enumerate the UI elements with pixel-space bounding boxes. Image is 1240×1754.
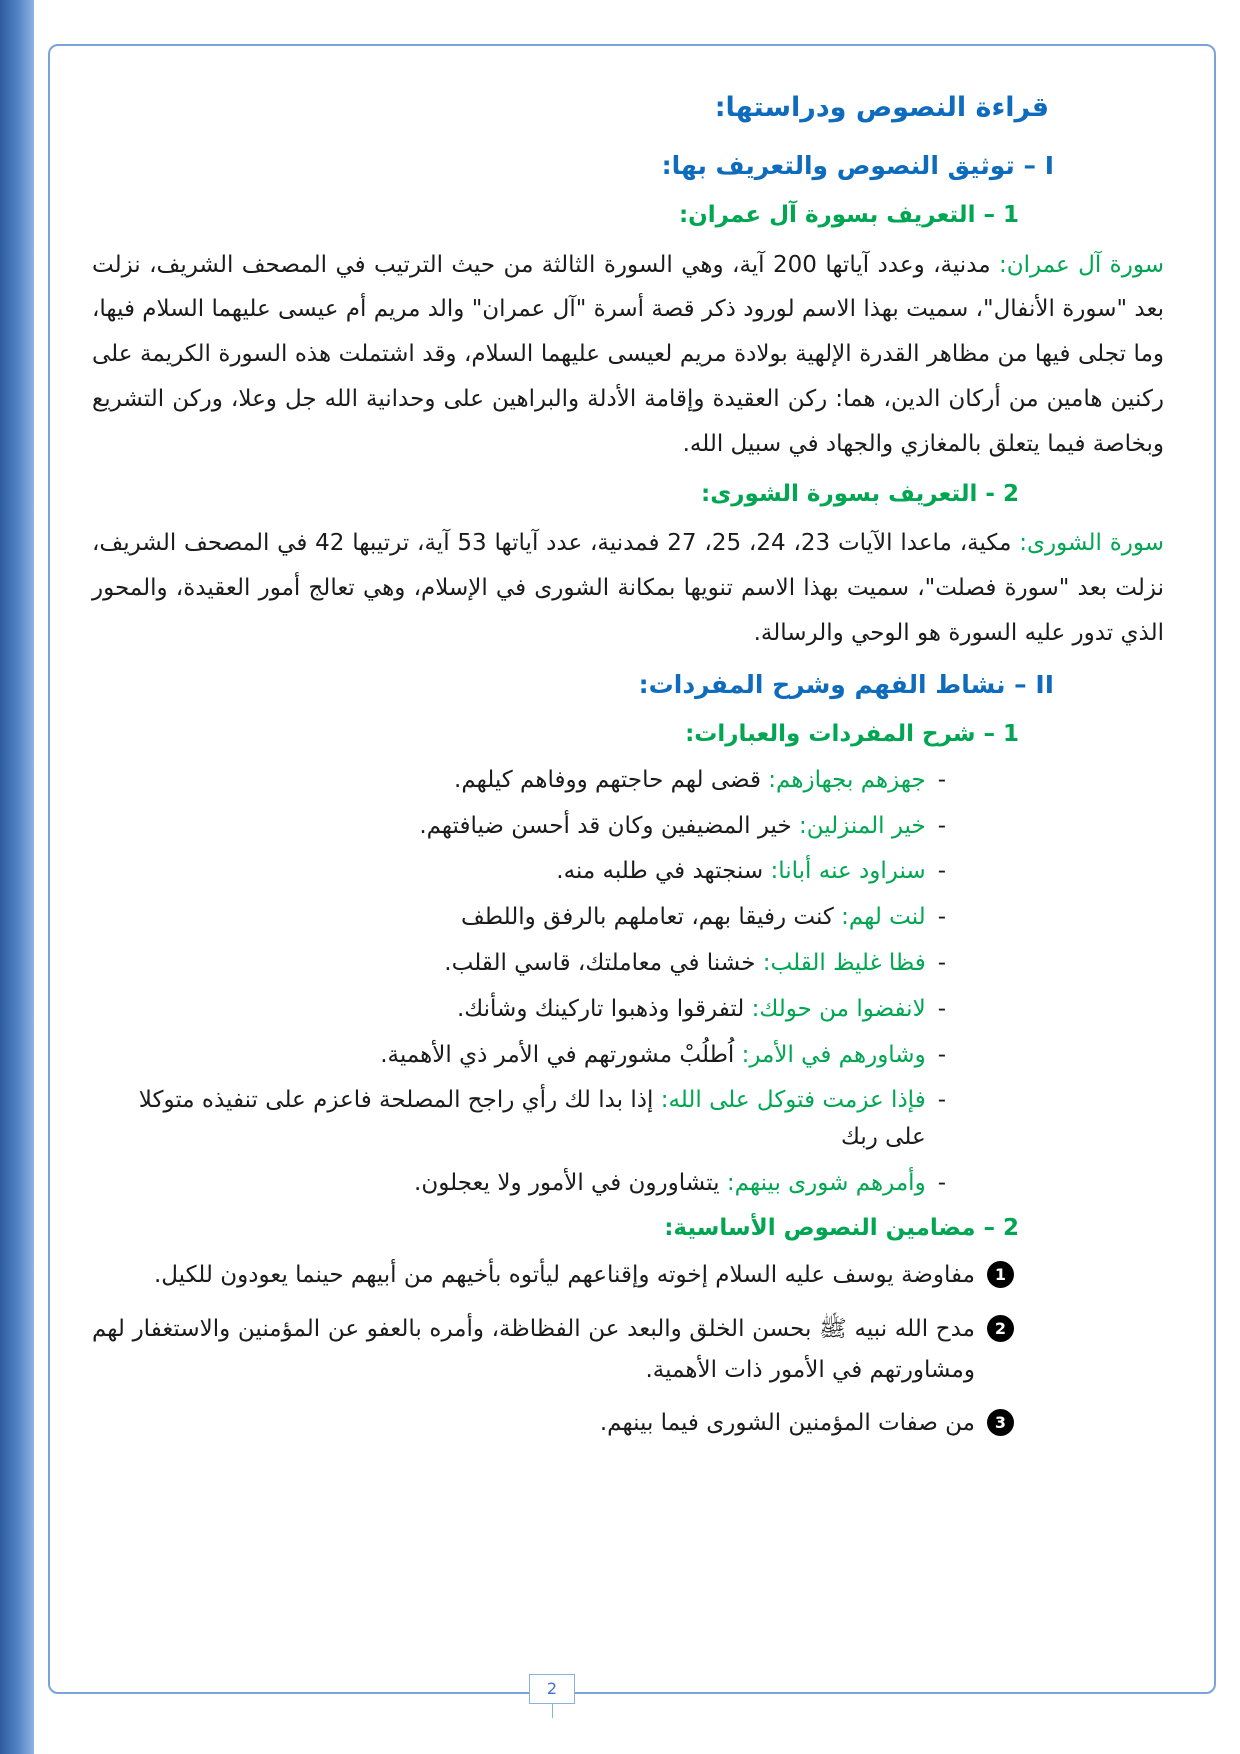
paragraph-body-text: مكية، ماعدا الآيات 23، 24، 25، 27 فمدنية، عدد آياتها 53 آية، ترتيبها 42 في المصحف الشريف، نزلت بعد "سورة فصلت"، سميت بهذا الاسم تنويها بمكانة الشورى في الإسلام، وهي تعالج أمور العقيدة، والمحور الذي تدور عليه السورة هو الوحي والرسالة. <box>92 530 1164 646</box>
vocab-term: فظا غليظ القلب: <box>762 949 926 976</box>
vocab-definition: خشنا في معاملتك، قاسي القلب. <box>444 949 763 976</box>
section2-heading: II – نشاط الفهم وشرح المفردات: <box>638 669 1054 699</box>
dash-bullet: - <box>937 995 946 1022</box>
dash-bullet: - <box>937 766 946 793</box>
section2-subheading-1: 1 – شرح المفردات والعبارات: <box>685 721 1019 748</box>
vocab-item <box>92 991 946 1028</box>
circled-number-icon: 3 <box>987 1409 1014 1436</box>
vocab-definition: اُطلُبْ مشورتهم في الأمر ذي الأهمية. <box>380 1041 742 1068</box>
page-footer <box>528 1674 576 1718</box>
vocab-item <box>92 808 946 845</box>
circled-number-icon: 2 <box>987 1315 1014 1342</box>
vocab-term: وأمرهم شورى بينهم: <box>726 1169 926 1196</box>
vocab-term: لانفضوا من حولك: <box>751 995 926 1022</box>
content-point <box>92 1403 1014 1444</box>
paragraph-surah-ash-shura <box>92 521 1164 656</box>
section2-subheading-2: 2 – مضامين النصوص الأساسية: <box>664 1214 1019 1241</box>
vocab-item <box>92 945 946 982</box>
page-title: قراءة النصوص ودراستها: <box>714 92 1049 123</box>
vocab-item <box>92 899 946 936</box>
footer-tick-line <box>552 1704 553 1718</box>
dash-bullet: - <box>937 812 946 839</box>
document-content <box>92 88 1164 1457</box>
vocab-item <box>92 762 946 799</box>
vocab-term: وشاورهم في الأمر: <box>741 1041 926 1068</box>
paragraph-surah-al-imran <box>92 243 1164 467</box>
section1-heading: I – توثيق النصوص والتعريف بها: <box>661 150 1054 180</box>
vocab-definition: لتفرقوا وذهبوا تاركينك وشأنك. <box>456 995 752 1022</box>
dash-bullet: - <box>937 858 946 885</box>
vocab-item <box>92 1037 946 1074</box>
section1-subheading-2: 2 - التعريف بسورة الشورى: <box>701 480 1019 507</box>
vocab-term: لنت لهم: <box>841 904 926 931</box>
vocab-term: خير المنزلين: <box>798 812 926 839</box>
section1-subheading-1: 1 – التعريف بسورة آل عمران: <box>678 202 1019 228</box>
main-contents-list <box>92 1255 1164 1445</box>
vocab-term: جهزهم بجهازهم: <box>768 766 926 793</box>
dash-bullet: - <box>937 949 946 976</box>
page-number: 2 <box>529 1674 575 1704</box>
vocab-item <box>92 853 946 890</box>
vocab-definition: قضى لهم حاجتهم ووفاهم كيلهم. <box>454 766 769 793</box>
vocab-term: سنراود عنه أبانا: <box>770 858 926 885</box>
content-point-text: مدح الله نبيه ﷺ بحسن الخلق والبعد عن الفظاظة، وأمره بالعفو عن المؤمنين والاستغفار لهم ومشاورتهم في الأمور ذات الأهمية. <box>92 1315 975 1383</box>
vocab-definition: كنت رفيقا بهم، تعاملهم بالرفق واللطف <box>460 904 842 931</box>
content-point <box>92 1309 1014 1392</box>
vocabulary-list <box>92 762 1164 1202</box>
vocab-item <box>92 1165 946 1202</box>
paragraph-lead-term: سورة الشورى: <box>1019 530 1165 557</box>
dash-bullet: - <box>937 1087 946 1114</box>
vocab-item <box>92 1082 946 1156</box>
paragraph-body-text: مدنية، وعدد آياتها 200 آية، وهي السورة الثالثة من حيث الترتيب في المصحف الشريف، نزلت بعد "سورة الأنفال"، سميت بهذا الاسم لورود ذكر قصة أسرة "آل عمران" والد مريم أم عيسى عليهما السلام فيها، وما تجلى فيها من مظاهر القدرة الإلهية بولادة مريم لعيسى عليهما السلام، وقد اشتملت هذه السورة الكريمة على ركنين هامين من أركان الدين، هما: ركن العقيدة وإقامة الأدلة والبراهين على وحدانية الله جل وعلا، وركن التشريع وبخاصة فيما يتعلق بالمغازي والجهاد في سبيل الله. <box>92 251 1164 457</box>
content-point-text: مفاوضة يوسف عليه السلام إخوته وإقناعهم ليأتوه بأخيهم من أبيهم حينما يعودون للكيل. <box>153 1262 975 1289</box>
dash-bullet: - <box>937 904 946 931</box>
content-point <box>92 1255 1014 1296</box>
circled-number-icon: 1 <box>987 1261 1014 1288</box>
vocab-definition: إذا بدا لك رأي راجح المصلحة فاعزم على تنفيذه متوكلا على ربك <box>138 1087 926 1151</box>
vocab-definition: خير المضيفين وكان قد أحسن ضيافتهم. <box>419 812 799 839</box>
paragraph-lead-term: سورة آل عمران: <box>999 251 1164 278</box>
decorative-side-band <box>0 0 34 1754</box>
content-point-text: من صفات المؤمنين الشورى فيما بينهم. <box>599 1410 975 1437</box>
vocab-definition: يتشاورون في الأمور ولا يعجلون. <box>414 1169 727 1196</box>
dash-bullet: - <box>937 1169 946 1196</box>
vocab-definition: سنجتهد في طلبه منه. <box>556 858 771 885</box>
dash-bullet: - <box>937 1041 946 1068</box>
vocab-term: فإذا عزمت فتوكل على الله: <box>660 1087 926 1114</box>
